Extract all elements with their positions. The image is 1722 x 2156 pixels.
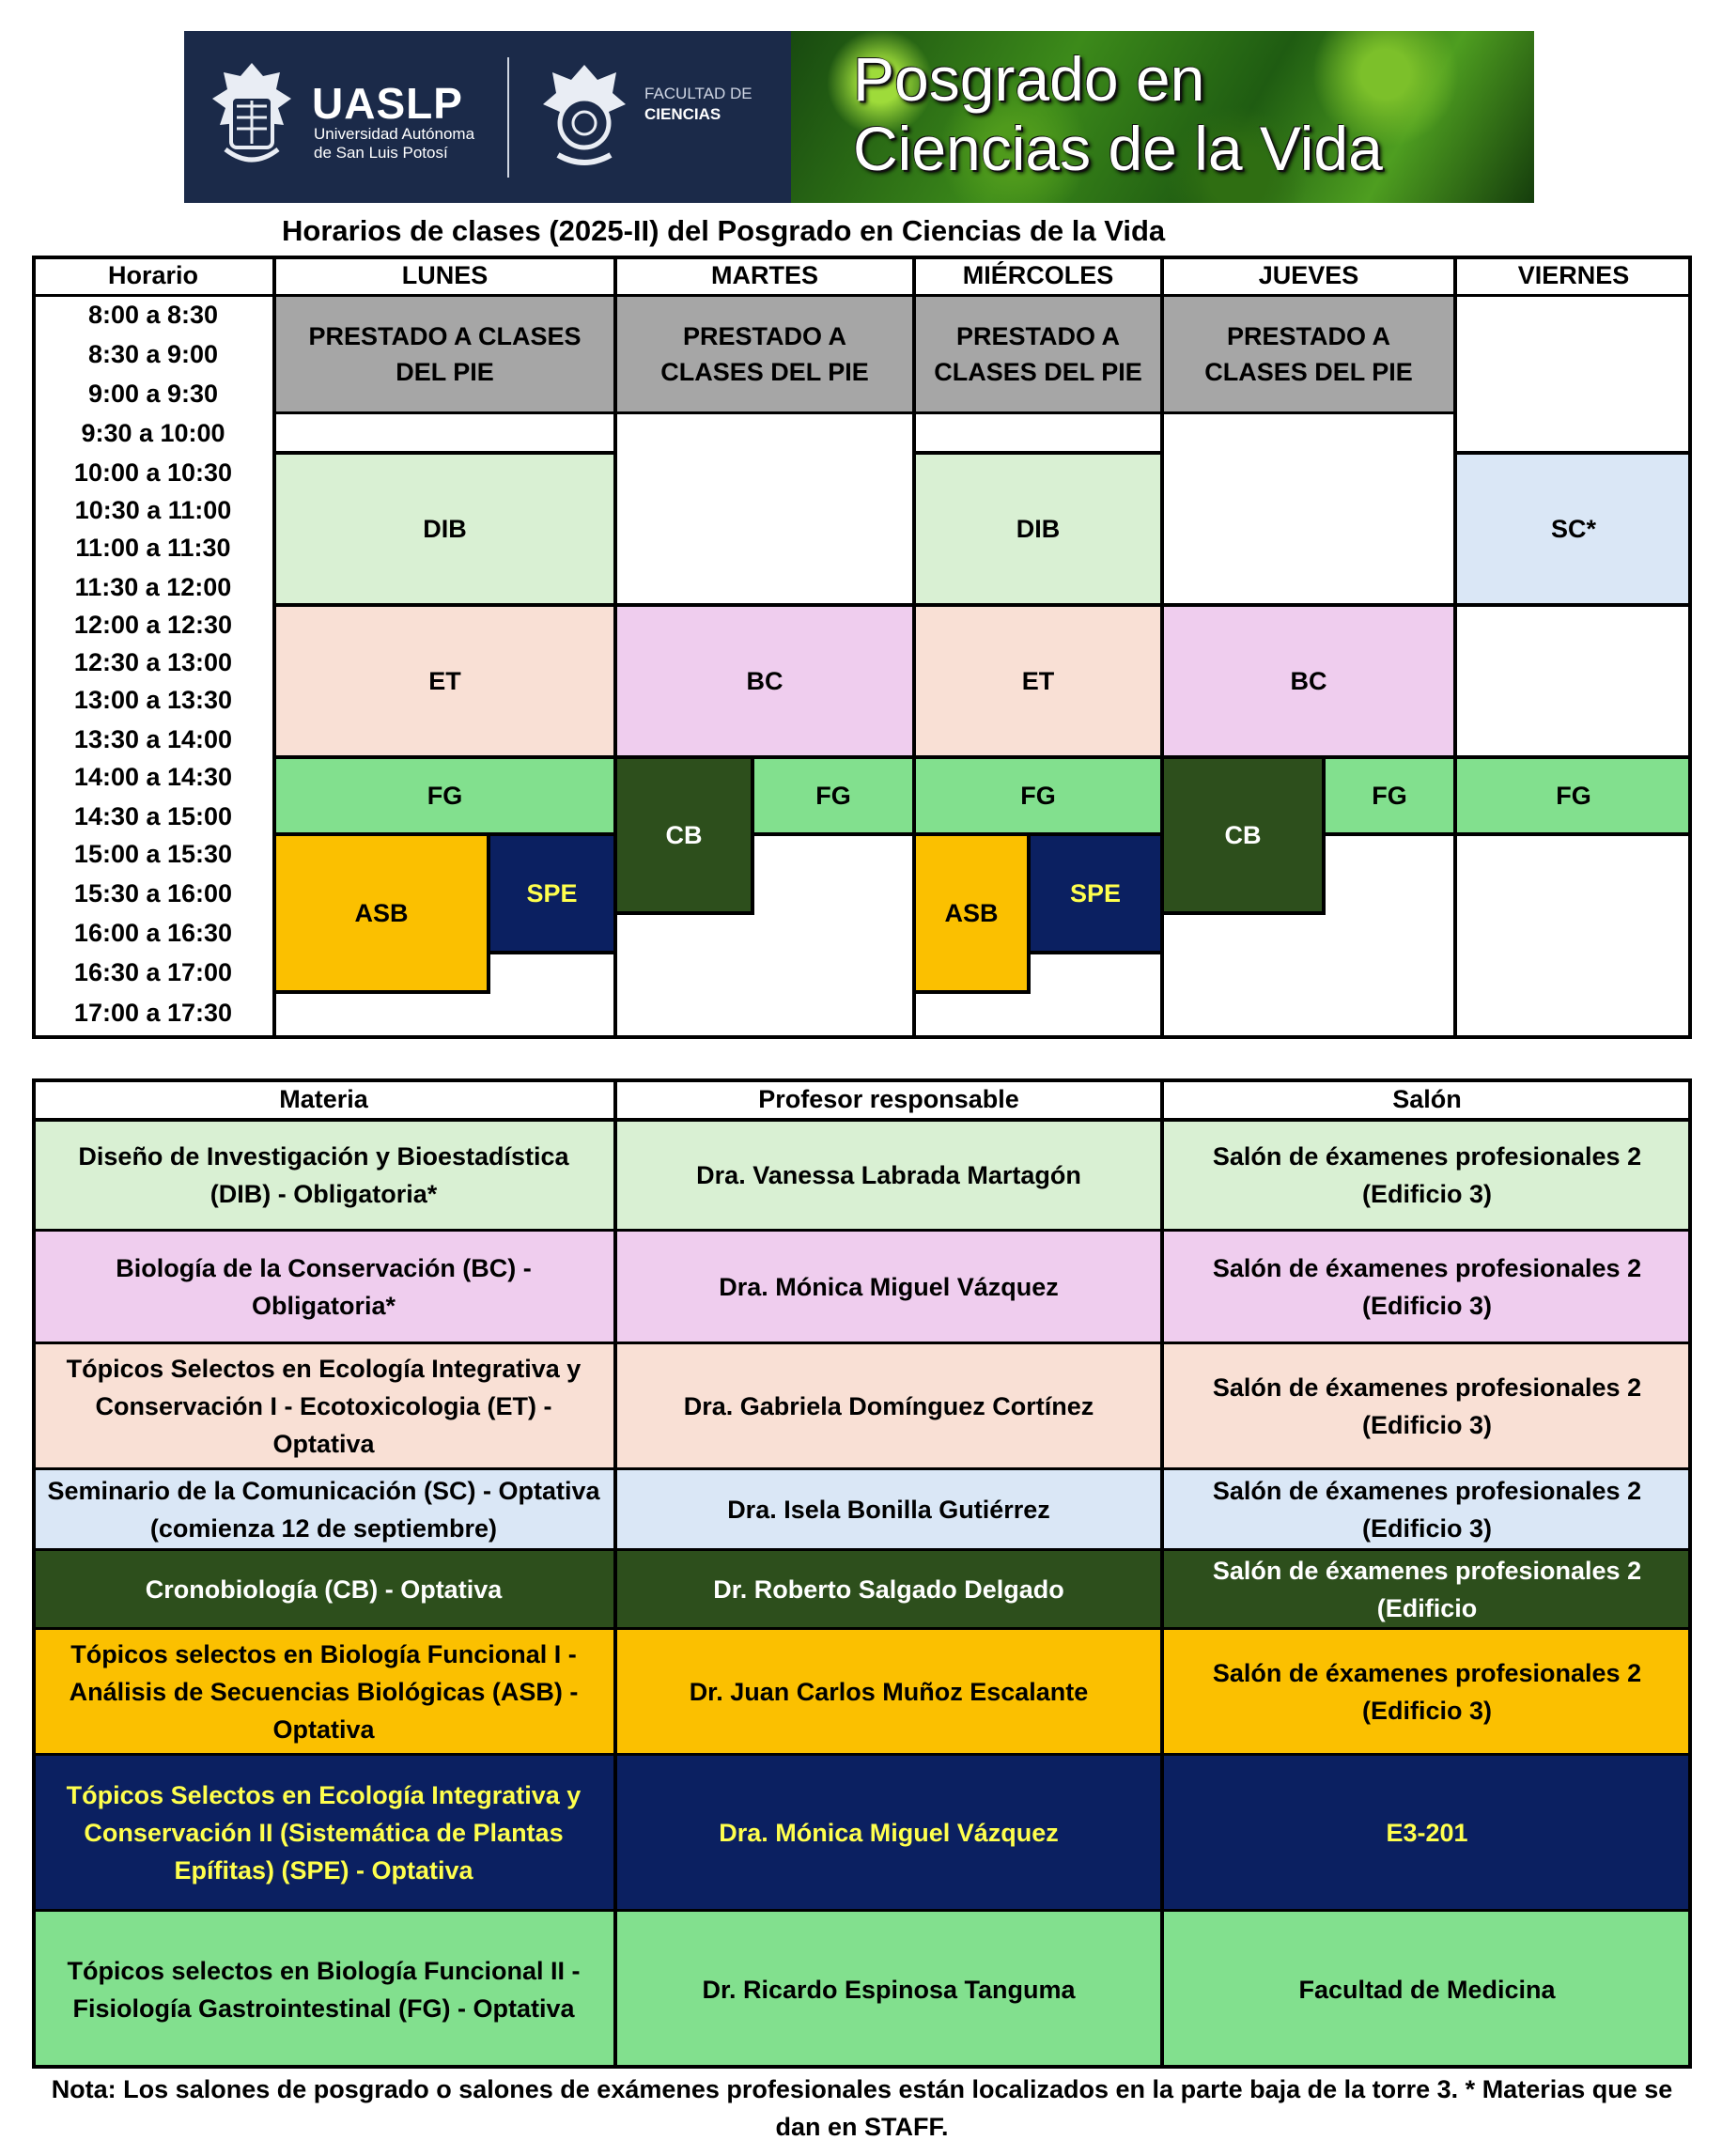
block-miercoles-asb: ASB [914,834,1029,992]
course-subject [32,1231,615,1343]
header-banner [184,31,1534,203]
grid-line [272,256,276,1039]
time-slot: 10:30 a 11:00 [74,496,232,524]
course-room [1162,1469,1692,1550]
uaslp-wordmark: UASLP [312,79,463,128]
subject-line: (DIB) - Obligatoria* [209,1180,438,1208]
course-professor: Dra. Mónica Miguel Vázquez [615,1755,1162,1911]
schedule-table [32,256,1692,1039]
block-viernes-sc: SC* [1455,453,1692,605]
block-jueves-fg: FG [1324,757,1455,834]
course-room [1162,1231,1692,1343]
grid-line [32,256,36,1039]
subject-line: (comienza 12 de septiembre) [149,1514,498,1543]
subject-line: Biología de la Conservación (BC) - [116,1254,532,1282]
block-lunes-asb: ASB [274,834,489,992]
course-room [1162,1343,1692,1469]
subject-line: Análisis de Secuencias Biológicas (ASB) - [69,1678,579,1706]
grid-line [912,256,916,1039]
room-line: (Edificio 3) [1361,1180,1492,1208]
grid-line [32,2065,1692,2069]
grid-line [274,451,615,455]
time-slot: 14:30 a 15:00 [73,802,233,830]
block-jueves-cb: CB [1162,757,1324,913]
grid-line [1027,834,1031,994]
block-lunes-dib: DIB [274,453,615,605]
header-horario: Horario [107,261,199,289]
footnote [38,2071,1686,2146]
room-line: Salón de éxamenes profesionales 2 [1212,1477,1642,1505]
course-room [1162,1629,1692,1755]
room-line: (Edificio 3) [1361,1514,1492,1543]
room-line: (Edificio 3) [1361,1292,1492,1320]
grid-line [1160,1078,1164,2069]
time-slot: 9:30 a 10:00 [81,419,225,447]
page-title: Horarios de clases (2025-II) del Posgrado en Ciencias de la Vida [282,214,1166,247]
room-line: (Edificio 3) [1361,1697,1492,1725]
courses-table [32,1078,1692,2069]
grid-line [487,834,490,994]
header-miercoles: MIÉRCOLES [962,261,1114,289]
university-name-line1: Universidad Autónoma [314,125,475,143]
program-banner [791,31,1534,203]
grid-line [32,1753,1692,1756]
grid-line [32,1342,1692,1344]
grid-line [32,1467,1692,1470]
grid-line [32,294,1692,297]
block-viernes-fg: FG [1455,757,1692,834]
course-subject [32,1343,615,1469]
course-subject [32,1911,615,2069]
room-line: E3-201 [1386,1819,1468,1847]
grid-line [1160,256,1164,1039]
col-header-profesor: Profesor responsable [758,1085,1019,1113]
header-jueves: JUEVES [1258,261,1359,289]
subject-line: Conservación II (Sistemática de Plantas [84,1819,564,1847]
program-name-line2: Ciencias de la Vida [853,114,1383,183]
course-professor: Dr. Ricardo Espinosa Tanguma [615,1911,1162,2069]
faculty-name-line2: CIENCIAS [644,105,721,123]
block-martes-bc: BC [615,605,914,757]
block-jueves-pie: PRESTADO A CLASES DEL PIE [1162,295,1455,413]
course-room [1162,1120,1692,1231]
col-header-salon: Salón [1392,1085,1462,1113]
course-professor: Dra. Vanessa Labrada Martagón [615,1120,1162,1231]
grid-line [274,755,1692,759]
time-slot: 11:30 a 12:00 [74,573,232,601]
subject-line: Tópicos selectos en Biología Funcional I - [70,1640,577,1668]
course-professor: Dra. Gabriela Domínguez Cortínez [615,1343,1162,1469]
subject-line: Seminario de la Comunicación (SC) - Optativa [47,1477,600,1505]
header-lunes: LUNES [401,261,489,289]
header-viernes: VIERNES [1517,261,1630,289]
grid-line [32,1035,1692,1039]
grid-line [752,832,914,836]
header-martes: MARTES [711,261,818,289]
block-miercoles-spe: SPE [1029,834,1162,953]
university-name [314,125,474,163]
time-slot: 8:00 a 8:30 [87,301,219,329]
room-line: Salón de éxamenes profesionales 2 [1212,1659,1642,1687]
time-slot: 12:00 a 12:30 [73,611,233,639]
subject-line: Cronobiología (CB) - Optativa [145,1575,503,1604]
subject-line: Tópicos Selectos en Ecología Integrativa y [66,1355,582,1383]
subject-line: Obligatoria* [251,1292,396,1320]
course-professor: Dr. Roberto Salgado Delgado [615,1550,1162,1629]
grid-line [32,1078,36,2069]
block-lunes-et: ET [274,605,615,757]
block-jueves-bc: BC [1162,605,1455,757]
time-slot: 15:00 a 15:30 [73,840,233,868]
time-slot: 17:00 a 17:30 [73,999,233,1027]
grid-line [274,603,1692,607]
grid-line [32,1078,1692,1082]
course-subject [32,1469,615,1550]
grid-line [1688,256,1692,1039]
course-subject [32,1629,615,1755]
room-line: (Edificio 3) [1361,1411,1492,1439]
subject-line: Tópicos Selectos en Ecología Integrativa y [66,1781,582,1809]
block-miercoles-pie: PRESTADO A CLASES DEL PIE [914,295,1162,413]
grid-line [1455,451,1692,455]
grid-line [32,1627,1692,1630]
time-slot: 14:00 a 14:30 [73,763,233,791]
time-slot: 16:00 a 16:30 [73,919,233,947]
program-name [853,44,1383,183]
grid-line [32,1229,1692,1232]
block-miercoles-et: ET [914,605,1162,757]
block-miercoles-fg: FG [914,757,1162,834]
course-professor: Dra. Mónica Miguel Vázquez [615,1231,1162,1343]
course-subject [32,1550,615,1629]
subject-line: Optativa [272,1715,375,1744]
grid-line [1029,951,1162,954]
grid-line [615,911,754,915]
block-lunes-fg: FG [274,757,615,834]
time-slot: 15:30 a 16:00 [73,879,233,907]
time-slot: 13:30 a 14:00 [73,725,233,753]
col-header-materia: Materia [279,1085,368,1113]
block-martes-pie: PRESTADO A CLASES DEL PIE [615,295,914,413]
grid-line [32,256,1692,259]
grid-line [489,951,615,954]
faculty-name [644,84,752,125]
grid-line [274,990,490,994]
course-subject [32,1120,615,1231]
grid-line [32,1548,1692,1551]
faculty-name-line1: FACULTAD DE [644,85,752,102]
room-line: (Edificio [1376,1594,1478,1622]
faculty-seal-icon [539,61,629,170]
time-slot: 11:00 a 11:30 [75,534,231,562]
block-martes-cb: CB [615,757,752,913]
room-line: Salón de éxamenes profesionales 2 [1212,1373,1642,1402]
time-slot: 9:00 a 9:30 [87,380,219,408]
logo-divider [507,57,509,178]
course-room [1162,1550,1692,1629]
grid-line [32,1118,1692,1122]
block-lunes-spe: SPE [489,834,615,953]
time-slot: 16:30 a 17:00 [73,958,233,986]
grid-line [613,1078,617,2069]
subject-line: Diseño de Investigación y Bioestadística [78,1142,569,1171]
grid-line [1688,1078,1692,2069]
block-miercoles-dib: DIB [914,453,1162,605]
course-professor: Dra. Isela Bonilla Gutiérrez [615,1469,1162,1550]
grid-line [1162,911,1326,915]
subject-line: Fisiología Gastrointestinal (FG) - Optativa [72,1994,575,2023]
grid-line [914,990,1031,994]
subject-line: Optativa [272,1430,375,1458]
course-room [1162,1755,1692,1911]
program-name-line1: Posgrado en [853,44,1205,114]
course-professor: Dr. Juan Carlos Muñoz Escalante [615,1629,1162,1755]
room-line: Salón de éxamenes profesionales 2 [1212,1254,1642,1282]
grid-line [613,256,617,1039]
grid-line [914,451,1162,455]
room-line: Salón de éxamenes profesionales 2 [1212,1142,1642,1171]
room-line: Facultad de Medicina [1298,1976,1556,2004]
block-martes-fg: FG [752,757,914,834]
time-slot: 10:00 a 10:30 [73,458,233,487]
uaslp-seal-icon [209,59,295,168]
footnote-line1: Nota: Los salones de posgrado o salones de exámenes profesionales están localizados en la parte baja de la torre 3. * Materias que se [51,2075,1673,2103]
grid-line [274,832,615,836]
subject-line: Epífitas) (SPE) - Optativa [174,1856,473,1885]
block-lunes-pie: PRESTADO A CLASES DEL PIE [274,295,615,413]
grid-line [274,411,1455,414]
footnote-line2: dan en STAFF. [775,2113,949,2141]
grid-line [914,832,1162,836]
grid-line [32,1909,1692,1912]
time-slot: 13:00 a 13:30 [73,686,233,714]
time-slot: 8:30 a 9:00 [87,340,219,368]
grid-line [751,757,754,915]
subject-line: Conservación I - Ecotoxicologia (ET) - [95,1392,552,1420]
time-slot: 12:30 a 13:00 [73,648,233,676]
room-line: Salón de éxamenes profesionales 2 [1212,1557,1642,1585]
university-name-line2: de San Luis Potosí [314,144,448,162]
uaslp-logo-block [184,31,791,203]
grid-line [1324,832,1692,836]
grid-line [1322,757,1326,915]
course-room [1162,1911,1692,2069]
course-subject [32,1755,615,1911]
subject-line: Tópicos selectos en Biología Funcional II - [67,1957,581,1985]
grid-line [1453,256,1457,1039]
